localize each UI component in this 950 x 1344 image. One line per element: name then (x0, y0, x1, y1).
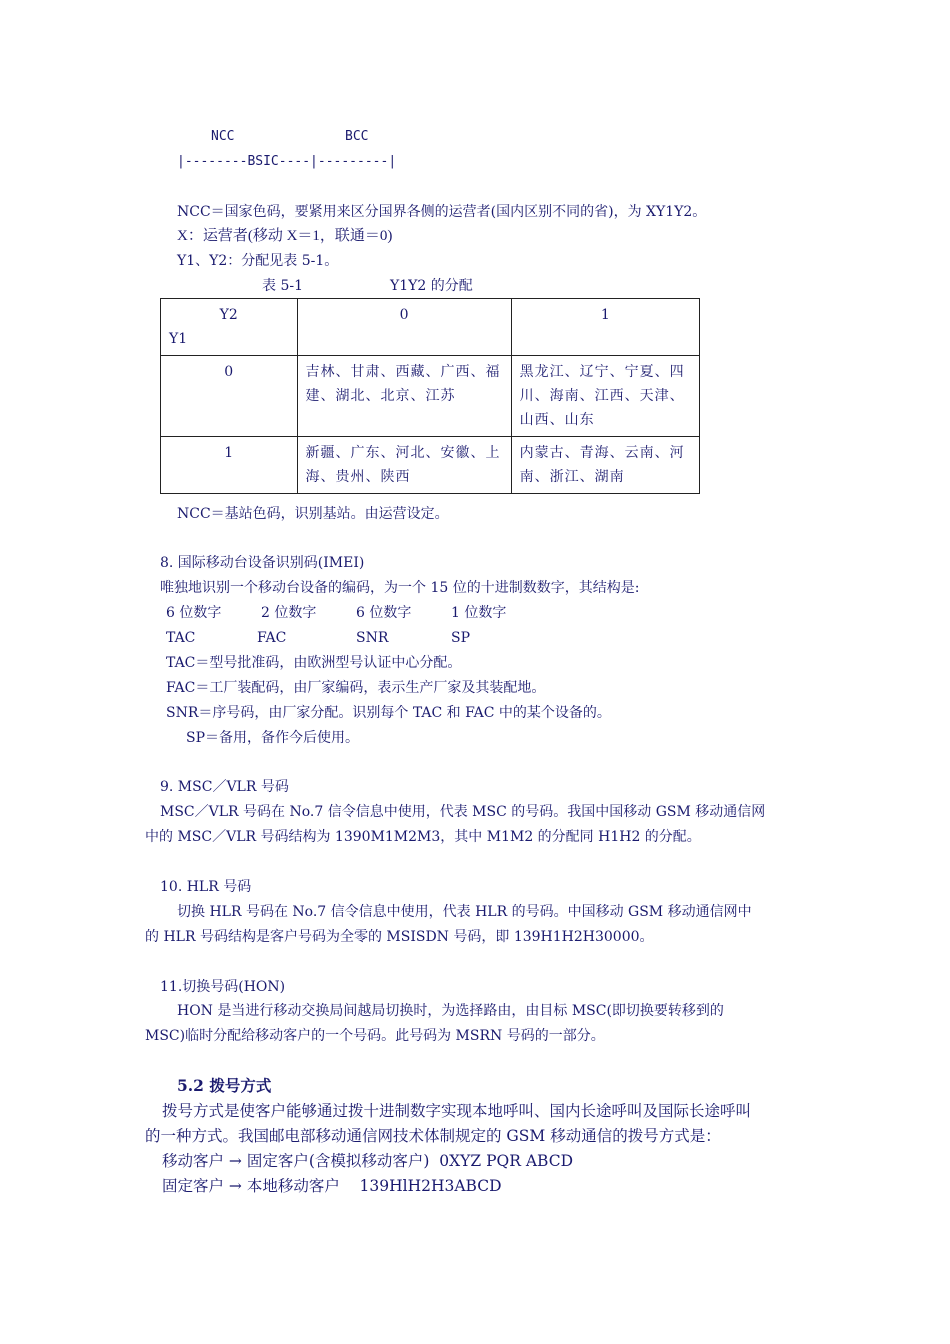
table-caption-title: Y1Y2 的分配 (390, 278, 473, 294)
table-header-row (161, 299, 700, 356)
table-cell: 新疆、广东、河北、安徽、上海、贵州、陕西 (297, 437, 511, 494)
dial-section-heading: 5.2 拨号方式 (177, 1076, 272, 1095)
bsic-structure-line: |--------BSIC----|---------| (177, 154, 397, 169)
table-row (161, 437, 700, 494)
dial-paragraph-line: 拨号方式是使客户能够通过拨十进制数字实现本地呼叫、国内长途呼叫及国际长途呼叫 (162, 1102, 752, 1120)
field-label-fac: FAC (257, 630, 287, 646)
table-corner-cell (161, 299, 298, 356)
msc-paragraph-line: MSC／VLR 号码在 No.7 信令信息中使用，代表 MSC 的号码。我国中国移动 GSM 移动通信网 (160, 804, 766, 820)
fac-definition: FAC＝工厂装配码，由厂家编码，表示生产厂家及其装配地。 (166, 680, 546, 696)
y1y2-reference: Y1、Y2：分配见表 5-1。 (177, 253, 339, 269)
hon-paragraph-line: MSC)临时分配给移动客户的一个号码。此号码为 MSRN 号码的一部分。 (145, 1028, 605, 1044)
col-1-header: 1 (511, 299, 699, 356)
digits-label: 2 位数字 (261, 605, 317, 621)
hlr-paragraph-line: 的 HLR 号码结构是客户号码为全零的 MSISDN 号码，即 139H1H2H30000。 (145, 929, 654, 945)
digits-label: 1 位数字 (451, 605, 507, 621)
bcc-label: BCC (345, 129, 369, 144)
y2-header: Y2 (219, 307, 238, 323)
row-y1-cell: 1 (161, 437, 298, 494)
ncc-label: NCC (211, 129, 235, 144)
ncc-definition: NCC＝国家色码，要紧用来区分国界各侧的运营者(国内区别不同的省)，为 XY1Y2。 (177, 204, 707, 220)
msc-heading: 9. MSC／VLR 号码 (160, 779, 289, 795)
msc-paragraph-line: 中的 MSC／VLR 号码结构为 1390M1M2M3，其中 M1M2 的分配同 H1H2 的分配。 (145, 829, 701, 845)
row-y1-cell: 0 (161, 356, 298, 437)
y1-header: Y1 (169, 331, 188, 347)
hon-paragraph-line: HON 是当进行移动交换局间越局切换时，为选择路由，由目标 MSC(即切换要转移到的 (177, 1003, 724, 1019)
dial-mobile-to-fixed: 移动客户 → 固定客户(含模拟移动客户) 0XYZ PQR ABCD (162, 1152, 574, 1170)
table-cell: 内蒙古、青海、云南、河南、浙江、湖南 (511, 437, 699, 494)
table-caption-number: 表 5-1 (262, 278, 303, 294)
field-label-tac: TAC (166, 630, 196, 646)
hlr-paragraph-line: 切换 HLR 号码在 No.7 信令信息中使用，代表 HLR 的号码。中国移动 GSM 移动通信网中 (177, 904, 752, 920)
imei-intro: 唯独地识别一个移动台设备的编码，为一个 15 位的十进制数数字，其结构是: (160, 580, 640, 596)
field-label-snr: SNR (356, 630, 389, 646)
dial-paragraph-line: 的一种方式。我国邮电部移动通信网技术体制规定的 GSM 移动通信的拨号方式是： (145, 1127, 721, 1145)
snr-definition: SNR＝序号码，由厂家分配。识别每个 TAC 和 FAC 中的某个设备的。 (166, 705, 611, 721)
field-label-sp: SP (451, 630, 471, 646)
col-0-header: 0 (297, 299, 511, 356)
tac-definition: TAC＝型号批准码，由欧洲型号认证中心分配。 (166, 655, 462, 671)
bcc-definition: NCC＝基站色码，识别基站。由运营设定。 (177, 506, 449, 522)
table-cell: 黑龙江、辽宁、宁夏、四川、海南、江西、天津、山西、山东 (511, 356, 699, 437)
dial-fixed-to-mobile: 固定客户 → 本地移动客户 139HlH2H3ABCD (162, 1177, 502, 1195)
sp-definition: SP＝备用，备作今后使用。 (186, 730, 360, 746)
imei-heading: 8. 国际移动台设备识别码(IMEI) (160, 555, 365, 571)
table-row (161, 356, 700, 437)
operator-definition: X：运营者(移动 X＝1，联通＝0) (177, 228, 393, 244)
hlr-heading: 10. HLR 号码 (160, 879, 252, 895)
y1y2-allocation-table (160, 298, 700, 494)
digits-label: 6 位数字 (356, 605, 412, 621)
digits-label: 6 位数字 (166, 605, 222, 621)
table-cell: 吉林、甘肃、西藏、广西、福建、湖北、北京、江苏 (297, 356, 511, 437)
hon-heading: 11.切换号码(HON) (160, 979, 286, 995)
